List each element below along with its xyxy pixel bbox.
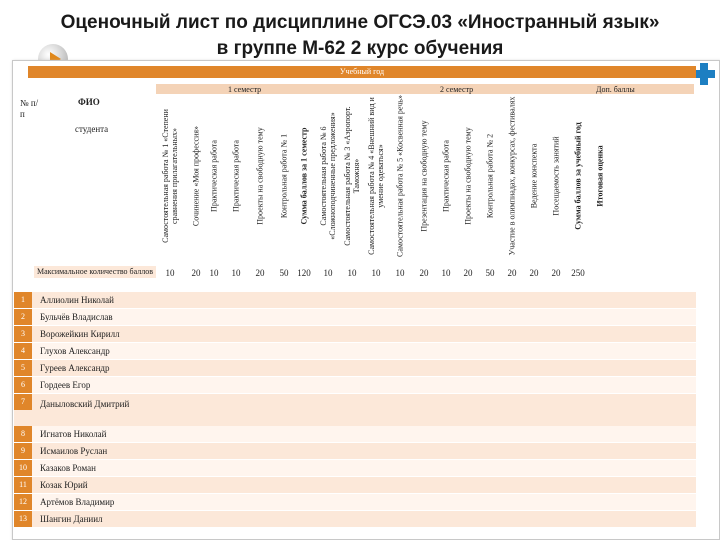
max-points-value-15: 50 [485, 268, 495, 278]
page-title: Оценочный лист по дисциплине ОГСЭ.03 «Иностранный язык» [60, 12, 660, 33]
student-name: Ворожейкин Кирилл [40, 329, 120, 339]
max-points-value-14: 20 [463, 268, 473, 278]
column-header-19: Сумма баллов за учебный год [573, 122, 583, 230]
row-number: 12 [14, 494, 32, 510]
column-header-13: Практическая работа [441, 140, 451, 212]
table-row [14, 494, 696, 510]
column-header-20: Итоговая оценка [595, 145, 605, 207]
row-number: 3 [14, 326, 32, 342]
row-number: 9 [14, 443, 32, 459]
row-number: 1 [14, 292, 32, 308]
table-row [14, 426, 696, 442]
academic-year-header: Учебный год [28, 66, 696, 78]
student-name: Аллиолин Николай [40, 295, 114, 305]
max-points-value-16: 20 [507, 268, 517, 278]
row-number: 10 [14, 460, 32, 476]
table-row [14, 360, 696, 376]
column-header-7: Сумма баллов за 1 семестр [299, 127, 309, 225]
plus-icon-vertical [700, 63, 708, 85]
column-header-6: Контрольная работа № 1 [279, 133, 289, 219]
max-points-value-19: 250 [571, 268, 585, 278]
max-points-label: Максимальное количество баллов [34, 266, 156, 278]
column-header-2: Сочинение «Моя профессия» [191, 125, 201, 227]
max-points-value-18: 20 [551, 268, 561, 278]
column-header-15: Контрольная работа № 2 [485, 133, 495, 219]
column-header-5: Проекты на свободную тему [255, 127, 265, 225]
column-header-16: Участие в олимпиадах, конкурсах, фестивалях [507, 96, 517, 256]
semester-2-label: 2 семестр [440, 85, 474, 94]
column-header-18: Посещаемость занятий [551, 136, 561, 216]
table-row [14, 309, 696, 325]
max-points-value-2: 20 [191, 268, 201, 278]
max-points-value-7: 120 [297, 268, 311, 278]
row-number: 5 [14, 360, 32, 376]
table-row [14, 377, 696, 393]
student-header: студента [75, 124, 109, 134]
student-name: Даныловский Дмитрий [40, 399, 130, 409]
table-row [14, 343, 696, 359]
column-header-4: Практическая работа [231, 140, 241, 212]
table-row [14, 477, 696, 493]
row-number: 13 [14, 511, 32, 527]
student-name: Артёмов Владимир [40, 497, 115, 507]
student-name: Шангин Даниил [40, 514, 103, 524]
max-points-value-13: 10 [441, 268, 451, 278]
max-points-value-1: 10 [165, 268, 175, 278]
max-points-value-8: 10 [323, 268, 333, 278]
max-points-value-12: 20 [419, 268, 429, 278]
max-points-value-11: 10 [395, 268, 405, 278]
table-row [14, 443, 696, 459]
bonus-points-label: Доп. баллы [596, 85, 635, 94]
column-header-11: Самостоятельная работа № 5 «Косвенная речь» [395, 95, 405, 257]
column-header-17: Ведение конспекта [529, 143, 539, 209]
table-row [14, 460, 696, 476]
row-number: 6 [14, 377, 32, 393]
row-number: 11 [14, 477, 32, 493]
max-points-value-10: 10 [371, 268, 381, 278]
table-row [14, 292, 696, 308]
student-name: Гордеев Егор [40, 380, 91, 390]
row-number: 8 [14, 426, 32, 442]
page-subtitle: в группе М-62 2 курс обучения [216, 38, 504, 59]
max-points-value-6: 50 [279, 268, 289, 278]
column-header-1: Самостоятельная работа № 1 «Степени сравнения прилагательных» [161, 109, 179, 243]
student-name: Казаков Роман [40, 463, 96, 473]
semester-1-label: 1 семестр [228, 85, 262, 94]
student-name: Игнатов Николай [40, 429, 107, 439]
column-header-3: Практическая работа [209, 140, 219, 212]
student-name: Гуреев Александр [40, 363, 110, 373]
column-header-8: Самостоятельная работа № 6 «Сложноподчиненные предложения» [319, 112, 337, 240]
max-points-value-5: 20 [255, 268, 265, 278]
max-points-value-9: 10 [347, 268, 357, 278]
student-name: Бульчёв Владислав [40, 312, 113, 322]
row-number-header: № п/п [20, 98, 39, 119]
row-number: 2 [14, 309, 32, 325]
column-header-10: Самостоятельная работа № 4 «Внешний вид и умение одеваться» [367, 97, 385, 255]
column-header-14: Проекты на свободную тему [463, 127, 473, 225]
fio-header: ФИО [78, 97, 100, 107]
max-points-value-4: 10 [231, 268, 241, 278]
student-name: Исмаилов Руслан [40, 446, 108, 456]
student-name: Глухов Александр [40, 346, 110, 356]
column-header-9: Самостоятельная работа № 3 «Аэропорт. Таможня» [343, 106, 361, 246]
student-name: Козак Юрий [40, 480, 88, 490]
column-header-12: Презентация на свободную тему [419, 120, 429, 232]
max-points-value-3: 10 [209, 268, 219, 278]
row-number: 7 [14, 394, 32, 410]
row-number: 4 [14, 343, 32, 359]
table-row [14, 511, 696, 527]
max-points-value-17: 20 [529, 268, 539, 278]
